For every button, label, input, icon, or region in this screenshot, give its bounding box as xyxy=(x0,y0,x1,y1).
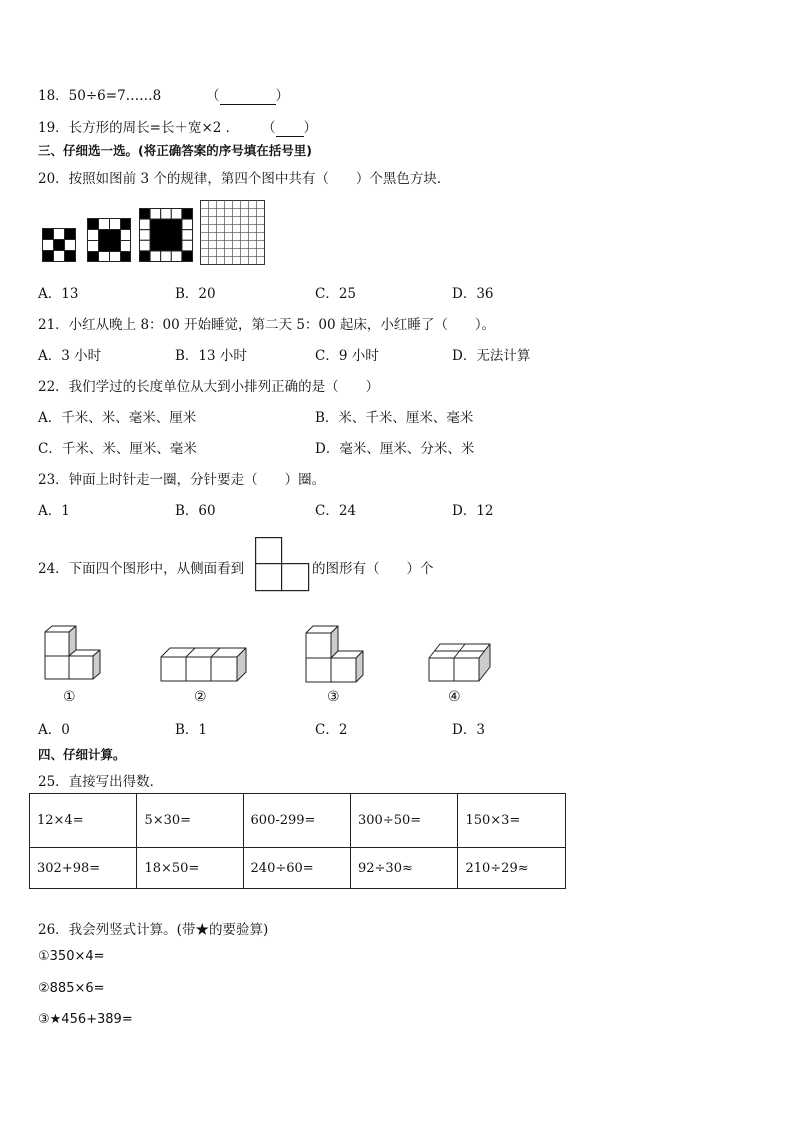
q26-item-1[interactable] xyxy=(38,949,105,964)
q24-cube-figure-3 xyxy=(305,626,369,684)
q21-option-c[interactable]: C．9 小时 xyxy=(315,348,379,364)
question-24-stem-before: 24．下面四个图形中，从侧面看到 xyxy=(38,561,245,577)
table-cell[interactable]: 302+98= xyxy=(30,848,137,889)
q20-pattern-figure-1 xyxy=(42,228,76,262)
q22-option-d[interactable]: D．毫米、厘米、分米、米 xyxy=(315,441,475,457)
q26-item-2[interactable] xyxy=(38,981,105,996)
q26-item-number: ③ xyxy=(38,1012,50,1027)
q24-cube-figure-4 xyxy=(428,640,494,684)
q26-item-3[interactable] xyxy=(38,1012,133,1027)
q24-figure-label-3: ③ xyxy=(327,689,340,705)
q26-item-expression: ★456+389= xyxy=(49,1012,133,1027)
q21-option-d[interactable]: D．无法计算 xyxy=(452,348,531,364)
q24-figure-label-2: ② xyxy=(194,689,207,705)
q23-option-b[interactable]: B．60 xyxy=(175,503,216,519)
q26-item-number: ① xyxy=(38,949,50,964)
q24-option-a[interactable]: A．0 xyxy=(38,722,70,738)
q20-option-a[interactable]: A．13 xyxy=(38,286,79,302)
section-3-title: 三、仔细选一选。(将正确答案的序号填在括号里) xyxy=(38,143,312,158)
q20-empty-grid-figure-4 xyxy=(200,200,265,265)
answer-blank[interactable] xyxy=(276,120,304,137)
question-18 xyxy=(38,84,161,104)
table-row xyxy=(30,848,566,889)
q24-figure-label-1: ① xyxy=(63,689,76,705)
answer-blank[interactable] xyxy=(220,88,276,105)
question-20-stem: 20．按照如图前 3 个的规律，第四个图中共有（ ）个黑色方块． xyxy=(38,171,451,187)
question-22-stem: 22．我们学过的长度单位从大到小排列正确的是（ ） xyxy=(38,379,380,395)
q24-option-d[interactable]: D．3 xyxy=(452,722,485,738)
q24-option-c[interactable]: C．2 xyxy=(315,722,348,738)
q21-option-b[interactable]: B．13 小时 xyxy=(175,348,247,364)
table-row xyxy=(30,794,566,848)
q23-option-d[interactable]: D．12 xyxy=(452,503,494,519)
table-cell[interactable]: 210÷29≈ xyxy=(458,848,566,889)
q23-option-c[interactable]: C．24 xyxy=(315,503,357,519)
question-24-stem-after: 的图形有（ ）个 xyxy=(312,561,434,577)
table-cell[interactable]: 18×50= xyxy=(137,848,243,889)
question-21-stem: 21．小红从晚上 8：00 开始睡觉，第二天 5：00 起床，小红睡了（ ）。 xyxy=(38,317,496,333)
q20-pattern-figure-3 xyxy=(139,208,193,262)
question-19 xyxy=(38,116,239,136)
question-25-stem: 25．直接写出得数． xyxy=(38,774,164,790)
question-23-stem: 23．钟面上时针走一圈，分针要走（ ）圈。 xyxy=(38,472,326,488)
table-cell[interactable]: 600-299= xyxy=(243,794,350,848)
q20-pattern-figure-2 xyxy=(87,218,131,262)
question-19-text: 19．长方形的周长=长＋宽×2 ． xyxy=(38,120,240,136)
q24-figure-label-4: ④ xyxy=(448,689,461,705)
mental-math-table xyxy=(29,793,566,889)
q20-option-b[interactable]: B．20 xyxy=(175,286,216,302)
q26-item-expression: 350×4= xyxy=(49,949,105,964)
q22-option-c[interactable]: C．千米、米、厘米、毫米 xyxy=(38,441,197,457)
q26-item-expression: 885×6= xyxy=(49,981,105,996)
q22-option-b[interactable]: B．米、千米、厘米、毫米 xyxy=(315,410,474,426)
table-cell[interactable]: 240÷60= xyxy=(243,848,350,889)
question-26-stem: 26．我会列竖式计算。(带★的要验算) xyxy=(38,922,269,938)
q24-cube-figure-1 xyxy=(42,626,102,684)
table-cell[interactable]: 12×4= xyxy=(30,794,137,848)
q24-cube-figure-2 xyxy=(160,644,248,684)
q22-option-a[interactable]: A．千米、米、毫米、厘米 xyxy=(38,410,197,426)
q24-side-view-figure xyxy=(255,537,310,592)
table-cell[interactable]: 300÷50= xyxy=(351,794,458,848)
q20-option-c[interactable]: C．25 xyxy=(315,286,357,302)
answer-paren-19[interactable]: （ ） xyxy=(262,120,317,136)
table-cell[interactable]: 92÷30≈ xyxy=(351,848,458,889)
table-cell[interactable]: 5×30= xyxy=(137,794,243,848)
q21-option-a[interactable]: A．3 小时 xyxy=(38,348,102,364)
table-cell[interactable]: 150×3= xyxy=(458,794,566,848)
section-4-title: 四、仔细计算。 xyxy=(38,747,126,762)
question-18-text: 18．50÷6=7……8 xyxy=(38,88,162,104)
q26-item-number: ② xyxy=(38,981,50,996)
q24-option-b[interactable]: B．1 xyxy=(175,722,208,738)
q23-option-a[interactable]: A．1 xyxy=(38,503,70,519)
q20-option-d[interactable]: D．36 xyxy=(452,286,494,302)
answer-paren-18[interactable]: （ ） xyxy=(206,88,289,104)
